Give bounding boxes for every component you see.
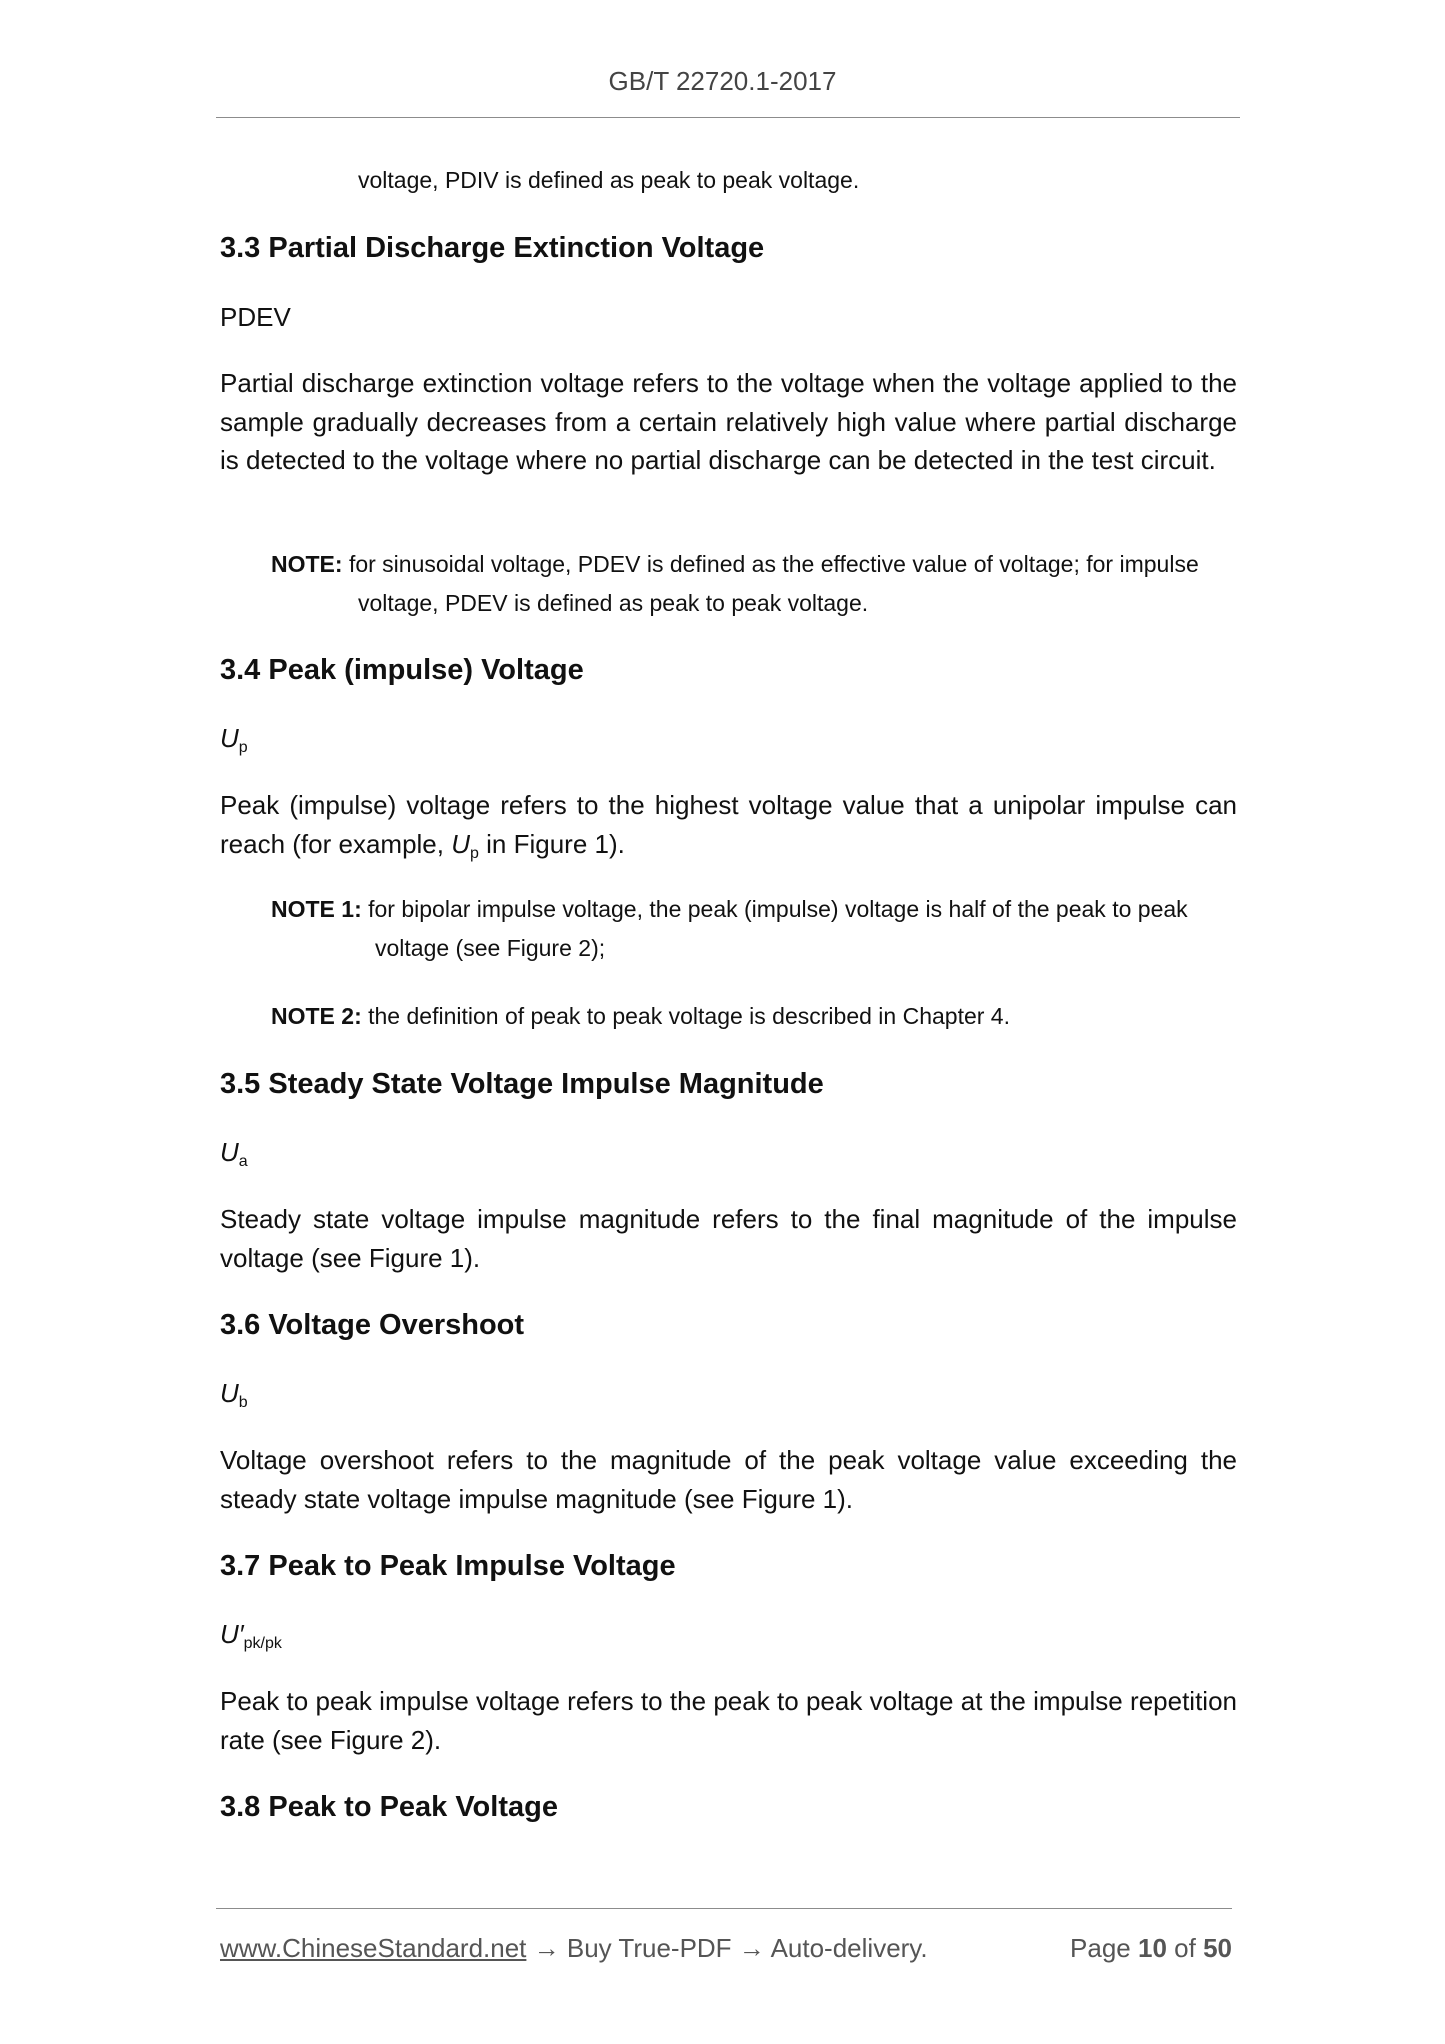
symbol-letter: U′ bbox=[220, 1619, 244, 1649]
term-symbol bbox=[220, 1133, 1237, 1176]
definition-text: Peak to peak impulse voltage refers to the peak to peak voltage at the impulse repetition rate (see Figure 2). bbox=[220, 1686, 1237, 1755]
note-block bbox=[271, 997, 1237, 1036]
symbol-letter: U bbox=[220, 723, 239, 753]
term-symbol bbox=[220, 1615, 1237, 1658]
definition-text-part: in Figure 1). bbox=[478, 828, 625, 859]
symbol-subscript: pk/pk bbox=[243, 1635, 282, 1652]
definition-text: Steady state voltage impulse magnitude refers to the final magnitude of the impulse voltage (see Figure 1). bbox=[220, 1204, 1237, 1273]
note-label: NOTE 1: bbox=[271, 896, 362, 922]
definition-text bbox=[220, 786, 1237, 868]
definition-paragraph bbox=[220, 1682, 1237, 1759]
note-block bbox=[271, 545, 1237, 622]
note-line bbox=[271, 997, 1237, 1036]
section-3-5 bbox=[220, 1064, 1237, 1104]
of-word: of bbox=[1174, 1933, 1196, 1963]
page-number: 10 bbox=[1138, 1933, 1167, 1963]
note-line bbox=[271, 545, 1237, 584]
section-3-6 bbox=[220, 1305, 1237, 1345]
symbol-subscript: p bbox=[238, 739, 248, 756]
continued-note-line bbox=[358, 161, 1237, 200]
definition-paragraph bbox=[220, 786, 1237, 868]
note-text: for sinusoidal voltage, PDEV is defined as the effective value of voltage; for impulse bbox=[348, 551, 1199, 577]
term-symbol bbox=[220, 719, 1237, 762]
inline-subscript: p bbox=[470, 844, 479, 862]
symbol-letter: U bbox=[220, 1378, 239, 1408]
definition-paragraph bbox=[220, 1441, 1237, 1518]
inline-symbol: U bbox=[451, 828, 470, 859]
definition-text-part: Peak (impulse) voltage refers to the highest voltage value that a unipolar impulse can reach (for example, bbox=[220, 790, 1237, 859]
page-footer bbox=[220, 1930, 1232, 1966]
section-heading: 3.7 Peak to Peak Impulse Voltage bbox=[220, 1550, 676, 1582]
continued-note-text: voltage, PDIV is defined as peak to peak voltage. bbox=[358, 167, 860, 193]
symbol-subscript: a bbox=[238, 1153, 248, 1170]
term-symbol-text: PDEV bbox=[220, 302, 291, 332]
note-continuation: voltage, PDEV is defined as peak to peak voltage. bbox=[358, 589, 869, 616]
definition-text: Partial discharge extinction voltage refers to the voltage when the voltage applied to the sample gradually decreases from a certain relatively high value where partial discharge is detected to the voltage where no partial discharge can be detected in the test circuit. bbox=[220, 368, 1237, 475]
section-3-7 bbox=[220, 1546, 1237, 1586]
term-symbol-text bbox=[220, 1133, 1237, 1176]
definition-paragraph bbox=[220, 364, 1237, 480]
definition-text: Voltage overshoot refers to the magnitude of the peak voltage value exceeding the steady state voltage impulse magnitude (see Figure 1). bbox=[220, 1445, 1237, 1514]
website-link[interactable]: www.ChineseStandard.net bbox=[220, 1933, 527, 1963]
term-symbol bbox=[220, 1374, 1237, 1417]
term-symbol-text bbox=[220, 1374, 1237, 1417]
definition-paragraph bbox=[220, 1200, 1237, 1277]
footer-tagline: → Buy True-PDF → Auto-delivery. bbox=[526, 1933, 928, 1963]
term-symbol-text bbox=[220, 1615, 1237, 1658]
page-word: Page bbox=[1070, 1933, 1131, 1963]
section-heading: 3.6 Voltage Overshoot bbox=[220, 1309, 525, 1341]
header-rule bbox=[216, 117, 1240, 118]
note-text: for bipolar impulse voltage, the peak (impulse) voltage is half of the peak to peak bbox=[368, 896, 1188, 922]
section-3-4 bbox=[220, 650, 1237, 690]
note-continuation: voltage (see Figure 2); bbox=[375, 934, 606, 961]
note-label: NOTE: bbox=[271, 551, 343, 577]
note-block bbox=[271, 890, 1237, 967]
section-heading: 3.3 Partial Discharge Extinction Voltage bbox=[220, 232, 765, 264]
section-3-8 bbox=[220, 1787, 1237, 1827]
symbol-letter: U bbox=[220, 1137, 239, 1167]
section-heading: 3.8 Peak to Peak Voltage bbox=[220, 1791, 558, 1823]
note-line bbox=[271, 890, 1237, 929]
note-label: NOTE 2: bbox=[271, 1003, 362, 1029]
page-total: 50 bbox=[1203, 1933, 1232, 1963]
page-indicator bbox=[1070, 1930, 1232, 1966]
term-symbol bbox=[220, 298, 1237, 336]
document-code-header: GB/T 22720.1-2017 bbox=[608, 66, 837, 96]
section-heading: 3.4 Peak (impulse) Voltage bbox=[220, 654, 584, 686]
section-3-3 bbox=[220, 228, 1237, 268]
note-text: the definition of peak to peak voltage is described in Chapter 4. bbox=[368, 1003, 1010, 1029]
footer-rule bbox=[216, 1908, 1232, 1909]
term-symbol-text bbox=[220, 719, 1237, 762]
symbol-subscript: b bbox=[238, 1394, 248, 1411]
section-heading: 3.5 Steady State Voltage Impulse Magnitude bbox=[220, 1068, 824, 1100]
